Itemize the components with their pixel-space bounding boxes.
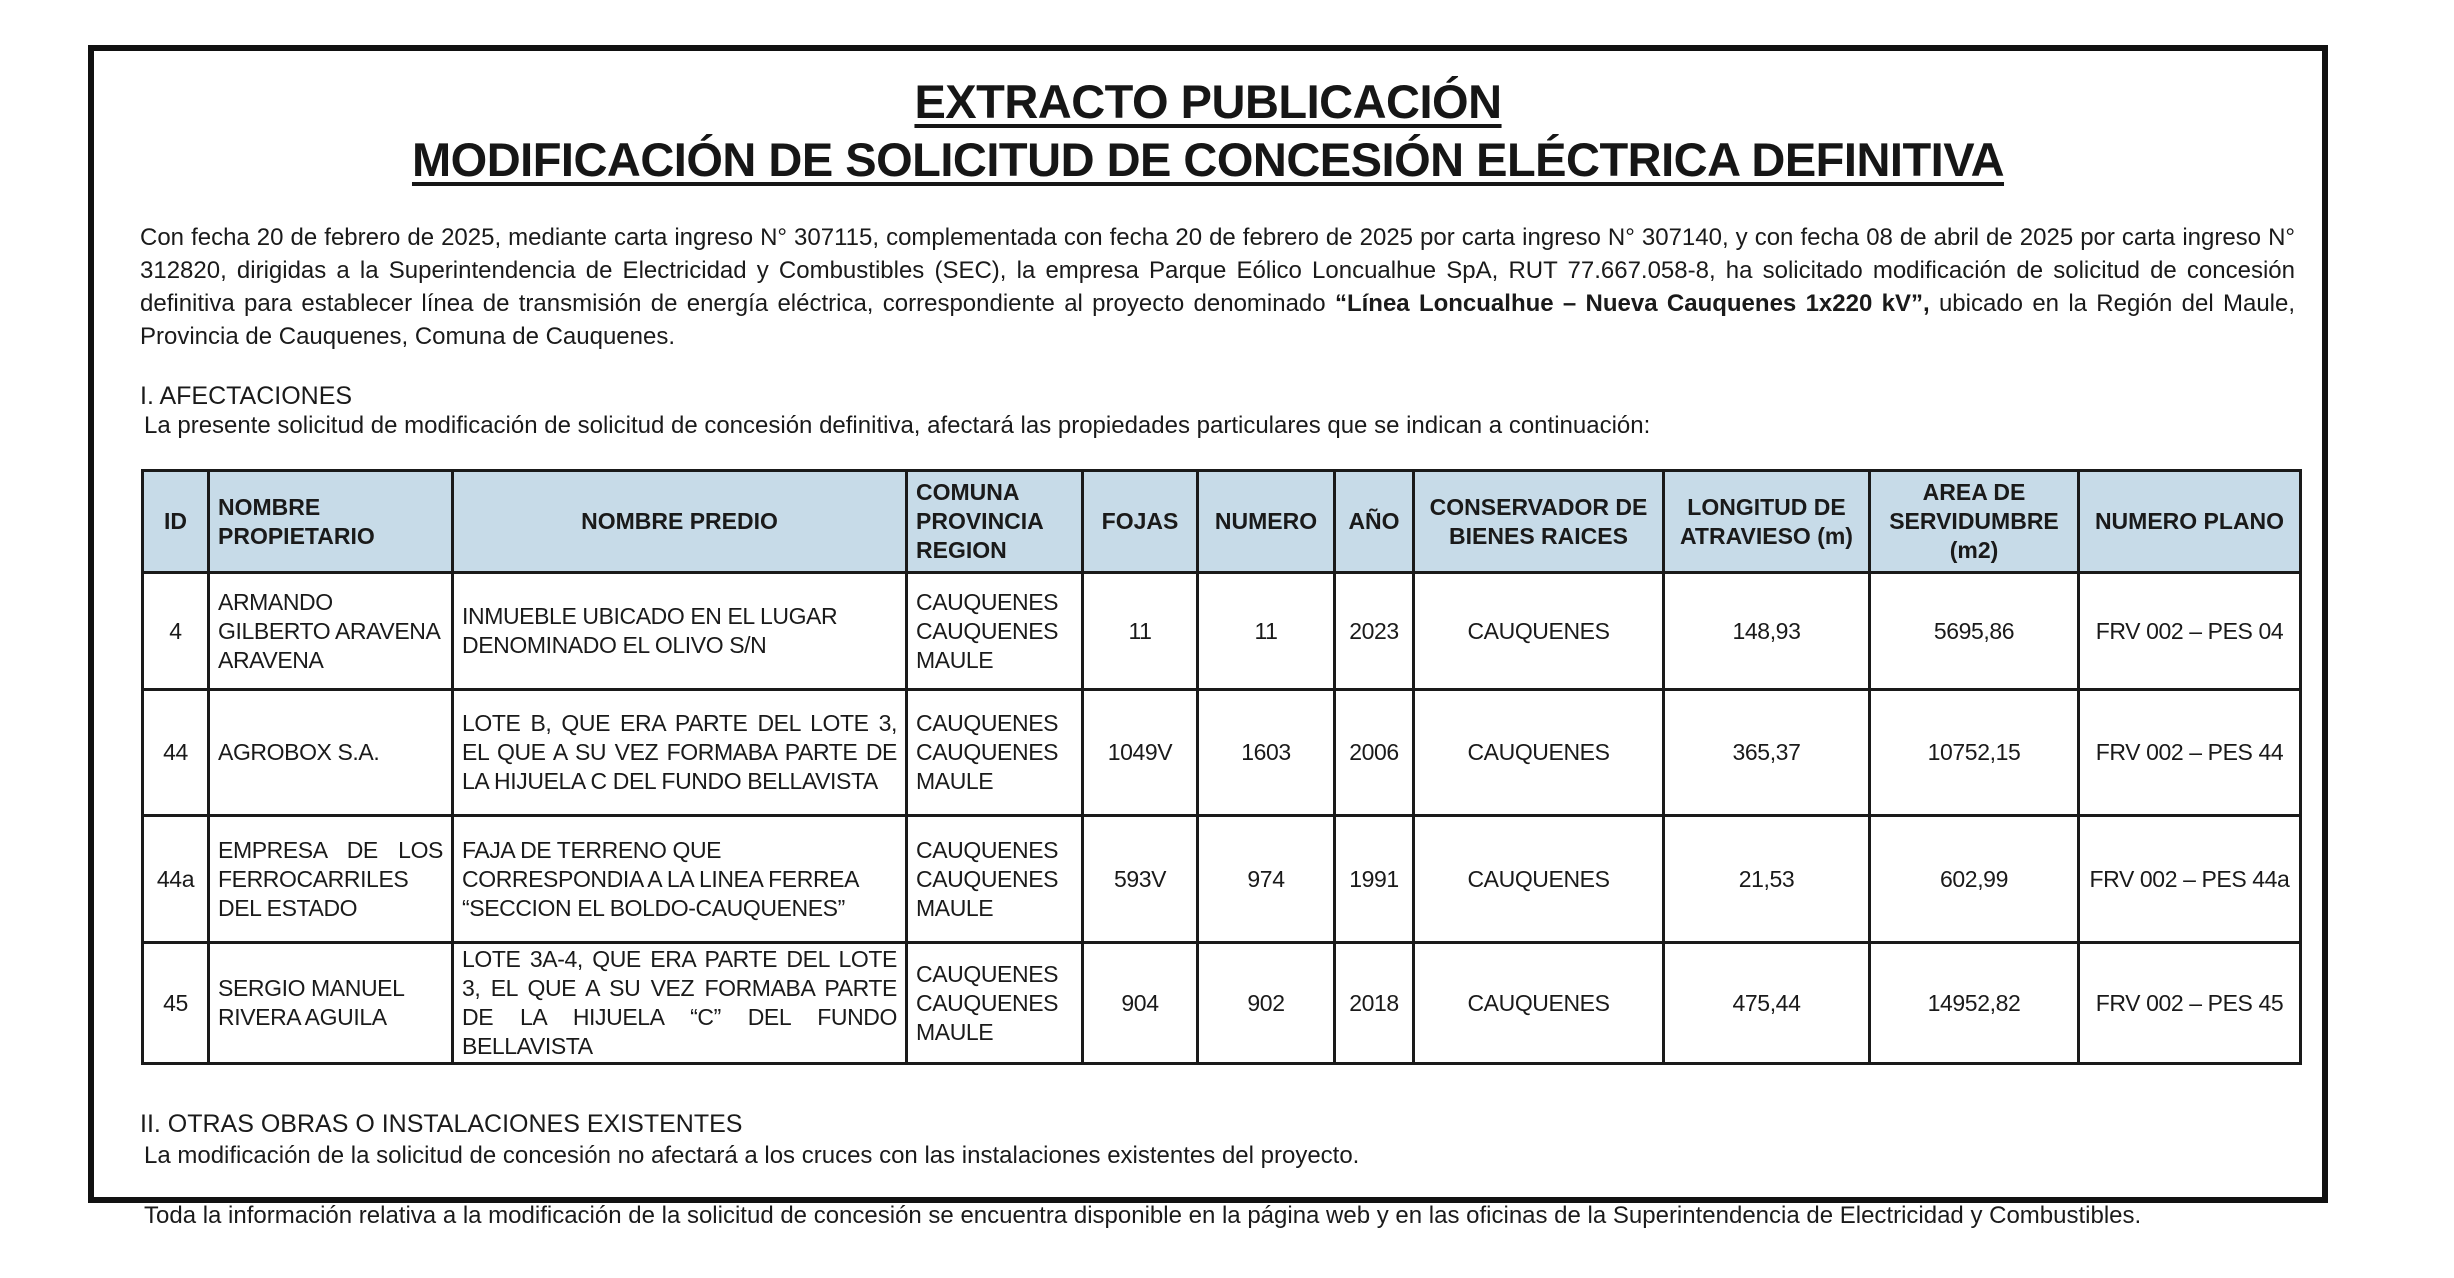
cell-area: 14952,82	[1870, 943, 2079, 1064]
section-2-text: La modificación de la solicitud de concesión no afectará a los cruces con las instalaciones existentes del proyecto.	[144, 1142, 1360, 1169]
cell-area: 5695,86	[1870, 573, 2079, 690]
cell-conservador: CAUQUENES	[1414, 816, 1664, 943]
cell-provincia: CAUQUENES	[916, 989, 1059, 1016]
header-longitud: LONGITUD DE ATRAVIESO (m)	[1664, 471, 1870, 573]
header-anio: AÑO	[1335, 471, 1414, 573]
footer-text: Toda la información relativa a la modificación de la solicitud de concesión se encuentra disponible en la página web y en las oficinas de la Superintendencia de Electricidad y Combustibles.	[144, 1202, 2142, 1229]
table-row	[143, 816, 2301, 943]
cell-property: LOTE B, QUE ERA PARTE DEL LOTE 3, EL QUE A SU VEZ FORMABA PARTE DE LA HIJUELA C DEL FUNDO BELLAVISTA	[453, 690, 907, 816]
cell-fojas: 1049V	[1083, 690, 1198, 816]
intro-paragraph	[140, 221, 2295, 353]
section-1-text: La presente solicitud de modificación de solicitud de concesión definitiva, afectará las propiedades particulares que se indican a continuación:	[144, 412, 1651, 439]
cell-property: LOTE 3A-4, QUE ERA PARTE DEL LOTE 3, EL QUE A SU VEZ FORMABA PARTE DE LA HIJUELA “C” DEL FUNDO BELLAVISTA	[453, 943, 907, 1064]
cell-id: 4	[143, 573, 209, 690]
cell-id: 44a	[143, 816, 209, 943]
cell-plano: FRV 002 – PES 44a	[2079, 816, 2301, 943]
cell-location	[907, 690, 1083, 816]
notice-frame	[88, 45, 2328, 1229]
cell-numero: 11	[1198, 573, 1335, 690]
header-property: NOMBRE PREDIO	[453, 471, 907, 573]
cell-comuna: CAUQUENES	[916, 588, 1059, 615]
cell-anio: 2018	[1335, 943, 1414, 1064]
cell-fojas: 593V	[1083, 816, 1198, 943]
header-id: ID	[143, 471, 209, 573]
cell-provincia: CAUQUENES	[916, 617, 1059, 644]
cell-region: MAULE	[916, 768, 994, 794]
cell-longitud: 475,44	[1664, 943, 1870, 1064]
intro-location: ubicado en la Región del Maule, Provincia de Cauquenes, Comuna de Cauquenes.	[140, 290, 2296, 350]
header-area: AREA DE SERVIDUMBRE (m2)	[1870, 471, 2079, 573]
cell-comuna: CAUQUENES	[916, 710, 1059, 736]
cell-area: 602,99	[1870, 816, 2079, 943]
cell-id: 44	[143, 690, 209, 816]
cell-property: FAJA DE TERRENO QUE CORRESPONDIA A LA LINEA FERREA “SECCION EL BOLDO-CAUQUENES”	[453, 816, 907, 943]
header-location: COMUNA PROVINCIA REGION	[907, 471, 1083, 573]
project-name: “Línea Loncualhue – Nueva Cauquenes 1x220 kV”,	[1334, 290, 1930, 317]
cell-location	[907, 816, 1083, 943]
cell-numero: 902	[1198, 943, 1335, 1064]
cell-longitud: 365,37	[1664, 690, 1870, 816]
header-owner: NOMBRE PROPIETARIO	[209, 471, 453, 573]
header-conservador: CONSERVADOR DE BIENES RAICES	[1414, 471, 1664, 573]
cell-property: INMUEBLE UBICADO EN EL LUGAR DENOMINADO EL OLIVO S/N	[453, 573, 907, 690]
affectations-table	[141, 469, 2302, 1065]
cell-location	[907, 943, 1083, 1064]
intro-text: Con fecha 20 de febrero de 2025, mediante carta ingreso N° 307115, complementada con fecha 20 de febrero de 2025 por carta ingreso N° 307140, y con fecha 08 de abril de 2025 por carta ingreso N° 312820, dirigidas a la Superintendencia de Electricidad y Combustibles (SEC), la empresa Parque Eólico Loncualhue SpA, RUT 77.667.058-8, ha solicitado modificación de solicitud de concesión definitiva para establecer línea de transmisión de energía eléctrica, correspondiente al proyecto denominado	[140, 224, 2295, 317]
cell-owner: EMPRESA DE LOS FERROCARRILES DEL ESTADO	[209, 816, 453, 943]
cell-owner: SERGIO MANUEL RIVERA AGUILA	[209, 943, 453, 1064]
cell-anio: 2023	[1335, 573, 1414, 690]
table-header-row	[143, 471, 2301, 573]
cell-numero: 1603	[1198, 690, 1335, 816]
cell-conservador: CAUQUENES	[1414, 690, 1664, 816]
cell-owner: AGROBOX S.A.	[209, 690, 453, 816]
cell-plano: FRV 002 – PES 45	[2079, 943, 2301, 1064]
cell-fojas: 904	[1083, 943, 1198, 1064]
title-line-2: MODIFICACIÓN DE SOLICITUD DE CONCESIÓN ELÉCTRICA DEFINITIVA	[411, 133, 2005, 186]
cell-comuna: CAUQUENES	[916, 836, 1059, 863]
header-numero: NUMERO	[1198, 471, 1335, 573]
cell-region: MAULE	[916, 894, 994, 921]
cell-longitud: 148,93	[1664, 573, 1870, 690]
cell-region: MAULE	[916, 1018, 994, 1045]
cell-id: 45	[143, 943, 209, 1064]
table-row	[143, 943, 2301, 1064]
cell-plano: FRV 002 – PES 04	[2079, 573, 2301, 690]
cell-longitud: 21,53	[1664, 816, 1870, 943]
cell-conservador: CAUQUENES	[1414, 573, 1664, 690]
cell-anio: 1991	[1335, 816, 1414, 943]
header-fojas: FOJAS	[1083, 471, 1198, 573]
cell-numero: 974	[1198, 816, 1335, 943]
cell-conservador: CAUQUENES	[1414, 943, 1664, 1064]
table-row	[143, 690, 2301, 816]
header-plano: NUMERO PLANO	[2079, 471, 2301, 573]
title-line-1: EXTRACTO PUBLICACIÓN	[914, 75, 1502, 128]
cell-region: MAULE	[916, 646, 994, 673]
table-row	[143, 573, 2301, 690]
title-block	[94, 73, 2322, 189]
cell-comuna: CAUQUENES	[916, 960, 1059, 987]
cell-fojas: 11	[1083, 573, 1198, 690]
section-2-title: II. OTRAS OBRAS O INSTALACIONES EXISTENTES	[140, 1110, 743, 1138]
cell-location	[907, 573, 1083, 690]
cell-owner: ARMANDO GILBERTO ARAVENA ARAVENA	[209, 573, 453, 690]
section-1-title: I. AFECTACIONES	[140, 382, 353, 410]
cell-anio: 2006	[1335, 690, 1414, 816]
cell-provincia: CAUQUENES	[916, 865, 1059, 892]
cell-provincia: CAUQUENES	[916, 739, 1059, 765]
cell-plano: FRV 002 – PES 44	[2079, 690, 2301, 816]
cell-area: 10752,15	[1870, 690, 2079, 816]
